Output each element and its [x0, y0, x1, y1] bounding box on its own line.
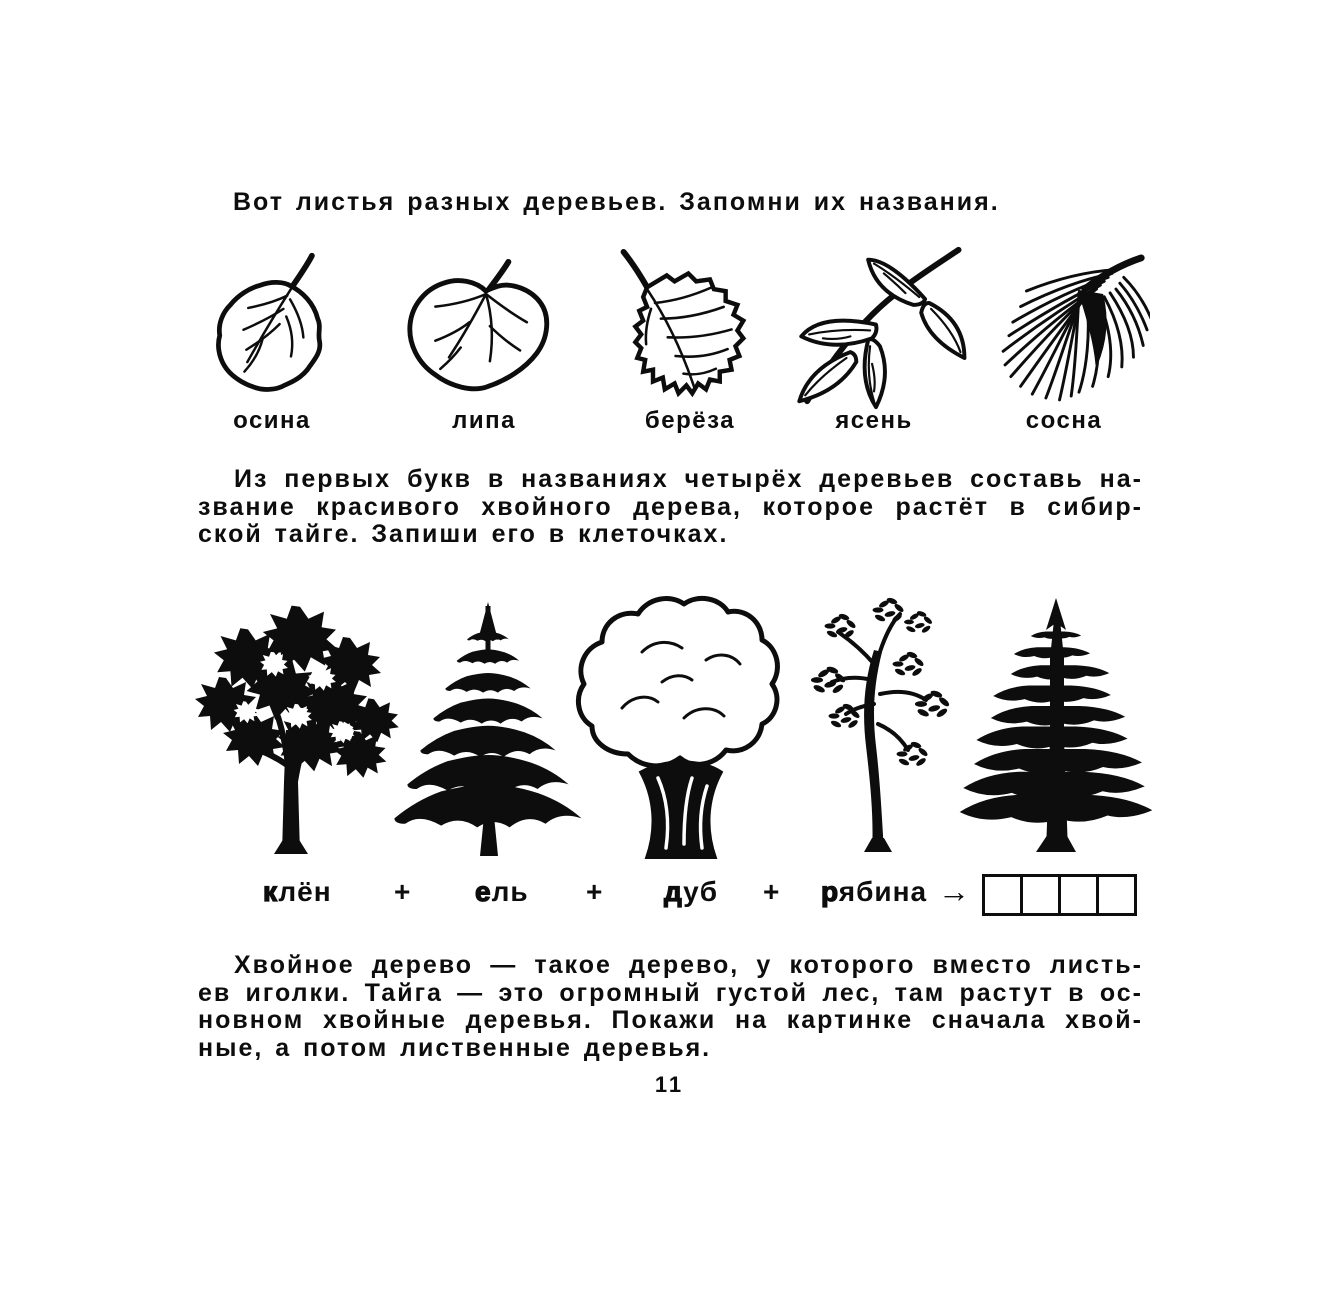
answer-cell[interactable]: [1020, 874, 1061, 916]
text-line: ской тайге. Запиши его в клеточках.: [198, 520, 729, 548]
aspen-leaf-illustration: [196, 250, 348, 402]
answer-cell[interactable]: [1058, 874, 1099, 916]
page-number: 11: [654, 1072, 685, 1097]
highlighted-letter: е: [475, 876, 492, 907]
leaf-label-linden: липа: [452, 407, 516, 434]
spruce-tree-illustration: [386, 588, 590, 860]
info-paragraph: [198, 952, 1143, 1062]
leaf-label-ash: ясень: [835, 407, 913, 434]
pine-needles-illustration: [970, 248, 1150, 404]
oak-tree-illustration: [566, 590, 796, 862]
answer-cells: [982, 874, 1137, 916]
text-line: Из первых букв в названиях четырёх деревьев составь на-: [234, 465, 1143, 493]
text-line: ные, а потом лиственные деревья.: [198, 1033, 712, 1062]
arrow-icon: →: [938, 873, 970, 909]
leaf-label-pine: сосна: [1025, 407, 1103, 434]
formula-word-spruce: ель: [475, 876, 529, 907]
maple-tree-illustration: [182, 592, 406, 860]
cedar-tree-illustration: [950, 588, 1162, 860]
highlighted-letter: к: [263, 876, 279, 907]
birch-leaf-illustration: [594, 246, 766, 408]
highlighted-letter: д: [664, 876, 684, 907]
text-line: Хвойное дерево — такое дерево, у которого вместо листь-: [234, 951, 1143, 979]
formula-word-rowan: рябина: [821, 876, 928, 907]
plus-sign: +: [394, 876, 411, 907]
plus-sign: +: [763, 876, 780, 907]
leaf-label-aspen: осина: [233, 407, 311, 434]
text-line: новном хвойные деревья. Покажи на картинке сначала хвой-: [198, 1006, 1143, 1034]
text-line: ев иголки. Тайга — это огромный густой лес, там растут в ос-: [198, 978, 1143, 1007]
rowan-tree-illustration: [788, 594, 968, 856]
instruction-text: Вот листья разных деревьев. Запомни их названия.: [233, 188, 1000, 216]
word-formula: [0, 872, 1339, 922]
formula-word-maple: клён: [263, 876, 332, 907]
highlighted-letter: р: [821, 876, 839, 907]
plus-sign: +: [586, 876, 603, 907]
answer-cell[interactable]: [982, 874, 1023, 916]
leaf-label-birch: берёза: [644, 407, 736, 434]
task-paragraph: [198, 466, 1143, 549]
ash-leaf-illustration: [780, 242, 970, 414]
linden-leaf-illustration: [396, 258, 576, 404]
answer-cell[interactable]: [1096, 874, 1137, 916]
text-line: звание красивого хвойного дерева, которое растёт в сибир-: [198, 492, 1143, 521]
formula-word-oak: дуб: [664, 876, 718, 907]
